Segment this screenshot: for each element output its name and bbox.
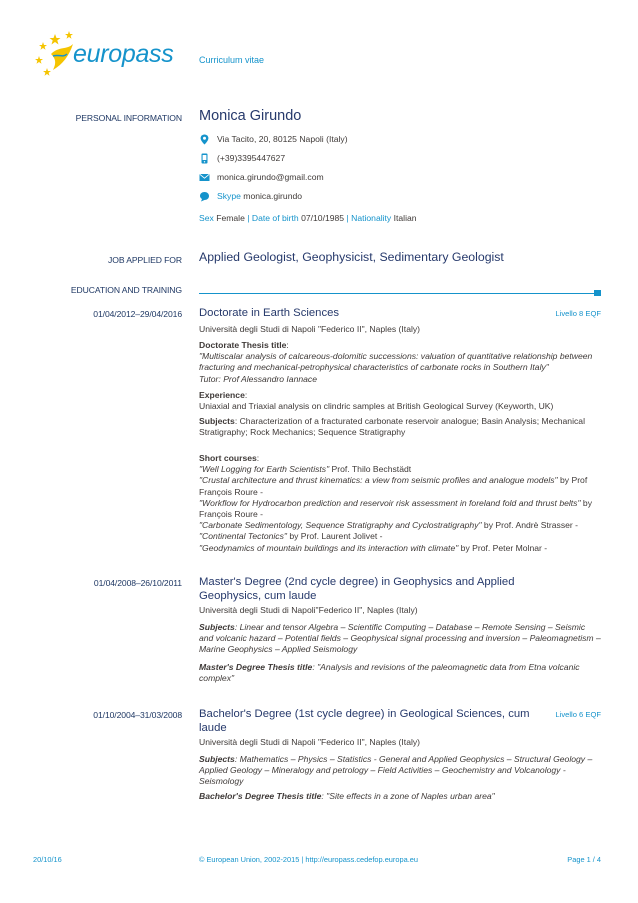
sex-value: Female: [216, 213, 245, 223]
eqf-level: Livello 8 EQF: [555, 309, 601, 318]
doctorate-thesis: Doctorate Thesis title: "Multiscalar analysis of calcareous-dolomitic successions: valuation of quantitative relationship between fracturing and mechanical-petrophysical characteristics of carbonate rocks in Southern Italy" Tutor: Prof Alessandro Iannace: [199, 340, 593, 384]
course-item: "Geodynamics of mountain buildings and its interaction with climate" by Prof. Peter Molnar -: [199, 542, 548, 553]
bachelor-thesis: [199, 791, 601, 802]
skype-icon: [199, 191, 210, 202]
nationality-label: Nationality: [351, 213, 392, 223]
mobile-phone-icon: [199, 153, 210, 164]
experience-label: Experience: [199, 390, 245, 400]
separator: |: [346, 213, 349, 223]
education-institution: Università degli Studi di Napoli "Federico II", Naples (Italy): [199, 324, 421, 334]
skype-row: [217, 191, 302, 201]
education-institution: Università degli Studi di Napoli"Federico II", Naples (Italy): [199, 605, 418, 615]
subjects-label: Subjects: [199, 416, 235, 426]
sex-label: Sex: [199, 213, 214, 223]
email-icon: [199, 172, 210, 183]
footer-page-number: Page 1 / 4: [567, 855, 601, 864]
course-item: "Crustal architecture and thrust kinematics: a view from seismic profiles and analogue models" by Prof François Roure -: [199, 475, 588, 497]
date-of-birth-label: Date of birth: [251, 213, 299, 223]
footer-date: 20/10/16: [33, 855, 62, 864]
personal-details-line: [199, 213, 417, 223]
thesis-title: "Multiscalar analysis of calcareous-dolomitic successions: valuation of quantitative relationship between fracturing and mechanical-petrophysical characteristics of carbonate rocks in Southern Italy": [199, 351, 593, 373]
education-institution: Università degli Studi di Napoli "Federico II", Naples (Italy): [199, 737, 421, 747]
doctorate-subjects: [199, 416, 601, 438]
master-thesis: [199, 662, 601, 684]
thesis-title: : "Analysis and revisions of the paleomagnetic data from Etna volcanic complex": [199, 662, 580, 684]
europass-logo: [33, 26, 193, 78]
nationality-value: Italian: [393, 213, 417, 223]
personal-information-label: PERSONAL INFORMATION: [75, 113, 182, 123]
logo-text: europass: [73, 40, 174, 68]
skype-label: Skype: [217, 191, 241, 201]
thesis-label: Master's Degree Thesis title: [199, 662, 313, 672]
education-title: Doctorate in Earth Sciences: [199, 307, 340, 319]
location-icon: [199, 134, 210, 145]
section-divider: [199, 293, 595, 294]
separator: |: [247, 213, 250, 223]
master-subjects: [199, 622, 601, 656]
course-item: "Well Logging for Earth Scientists" Prof. Thilo Bechstädt: [199, 464, 412, 475]
section-divider-marker: [594, 290, 601, 296]
phone-number[interactable]: (+39)3395447627: [217, 153, 286, 163]
eqf-level: Livello 6 EQF: [555, 710, 601, 719]
education-title: Master's Degree (2nd cycle degree) in Geophysics and Applied Geophysics, cum laude: [199, 576, 515, 602]
subjects-text: : Linear and tensor Algebra – Scientific Computing – Database – Remote Sensing – Seismic and volcanic hazard – Potential fields – Geophysical signal processing and inversion – Paleomagnetism – Marine Geophysics – Applied Seismology: [199, 622, 601, 655]
subjects-text: : Mathematics – Physics – Statistics - General and Applied Geophysics – Structural Geology – Applied Geology – Mineralogy and petrology – Field Activities – Geochemistry and Volcanology - Seismology: [199, 754, 593, 787]
education-dates: 01/04/2012–29/04/2016: [93, 309, 182, 319]
job-applied-for-label: JOB APPLIED FOR: [108, 255, 182, 265]
job-applied-for-value: Applied Geologist, Geophysicist, Sedimentary Geologist: [199, 250, 504, 264]
bachelor-subjects: [199, 754, 601, 788]
address: Via Tacito, 20, 80125 Napoli (Italy): [217, 134, 348, 144]
document-title: Curriculum vitae: [199, 55, 265, 65]
thesis-label: Bachelor's Degree Thesis title: [199, 791, 322, 801]
subjects-text: : Characterization of a fracturated carbonate reservoir analogue; Basin Analysis; Mechanical Stratigraphy; Rock Mechanics; Sequence Stratigraphy: [199, 416, 585, 438]
course-item: "Carbonate Sedimentology, Sequence Stratigraphy and Cyclostratigraphy" by Prof. Andrè Strasser -: [199, 520, 579, 531]
short-courses: Short courses: "Well Logging for Earth Scientists" Prof. Thilo Bechstädt "Crustal architecture and thrust kinematics: a view from seismic profiles and analogue models" by Prof François Roure - "Workflow for Hydrocarbon prediction and reservoir risk assessment in foreland fold and thrust belts" by François Roure - "Carbonate Sedimentology, Sequence Stratigraphy and Cyclostratigraphy" by Prof. Andrè Strasser - "Continental Tectonics" by Prof. Laurent Jolivet - "Geodynamics of mountain buildings and its interaction with climate" by Prof. Peter Molnar -: [199, 453, 601, 554]
course-item: "Workflow for Hydrocarbon prediction and reservoir risk assessment in foreland fold and thrust belts" by François Roure -: [199, 497, 592, 520]
email-address[interactable]: monica.girundo@gmail.com: [217, 172, 324, 182]
education-and-training-label: EDUCATION AND TRAINING: [70, 285, 182, 295]
person-name: Monica Girundo: [199, 108, 302, 124]
education-dates: 01/10/2004–31/03/2008: [93, 710, 182, 720]
subjects-label: Subjects: [199, 754, 235, 764]
experience-text: Uniaxial and Triaxial analysis on clindric samples at British Geological Survey (Keyworth, UK): [199, 401, 554, 412]
footer-copyright[interactable]: © European Union, 2002-2015 | http://europass.cedefop.europa.eu: [199, 855, 418, 864]
experience: Experience: Uniaxial and Triaxial analysis on clindric samples at British Geological Survey (Keyworth, UK): [199, 390, 601, 412]
thesis-tutor: Tutor: Prof Alessandro Iannace: [199, 373, 317, 384]
date-of-birth-value: 07/10/1985: [301, 213, 345, 223]
thesis-label: Doctorate Thesis title: [199, 340, 287, 350]
course-item: "Continental Tectonics" by Prof. Laurent Jolivet -: [199, 531, 383, 542]
thesis-title: : "Site effects in a zone of Naples urban area": [321, 791, 495, 801]
skype-id[interactable]: monica.girundo: [243, 191, 303, 201]
short-courses-label: Short courses: [199, 453, 257, 463]
subjects-label: Subjects: [199, 622, 235, 632]
education-dates: 01/04/2008–26/10/2011: [93, 578, 182, 588]
education-title: Bachelor's Degree (1st cycle degree) in Geological Sciences, cum laude: [199, 708, 530, 734]
